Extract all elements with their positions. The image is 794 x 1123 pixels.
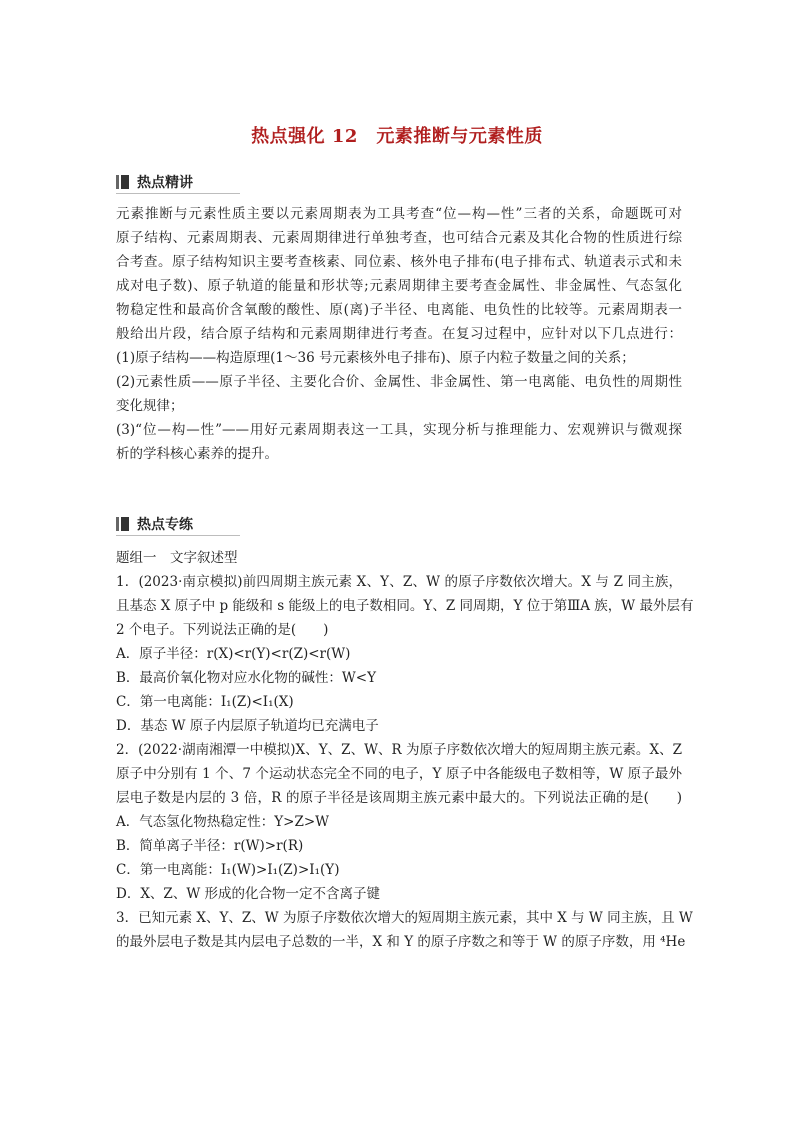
section-header-key-points: [116, 172, 240, 192]
practice-section: [116, 546, 694, 954]
question-1-option-d: D．基态 W 原子内层原子轨道均已充满电子: [116, 718, 379, 734]
section-marker-icon: [116, 175, 131, 189]
page-title: 热点强化 12 元素推断与元素性质: [251, 126, 543, 147]
question-3-stem: 的最外层电子数是其内层电子总数的一半，X 和 Y 的原子序数之和等于 W 的原子序数，用 ⁴He: [116, 934, 686, 950]
question-2-option-a: A．气态氢化物热稳定性：Y>Z>W: [116, 814, 330, 830]
question-1-stem: 且基态 X 原子中 p 能级和 s 能级上的电子数相同。Y、Z 同周期，Y 位于第ⅢA 族，W 最外层有: [116, 598, 694, 614]
text-line: 般给出片段，结合原子结构和元素周期律进行考查。在复习过程中，应针对以下几点进行：: [116, 326, 682, 342]
intro-paragraph: [116, 202, 682, 466]
text-line: 原子结构、元素周期表、元素周期律进行单独考查，也可结合元素及其化合物的性质进行综: [116, 230, 682, 246]
question-2-stem: 层电子数是内层的 3 倍，R 的原子半径是该周期主族元素中最大的。下列说法正确的是( ): [116, 790, 682, 806]
question-2-option-b: B．简单离子半径：r(W)>r(R): [116, 838, 304, 854]
text-line: 元素推断与元素性质主要以元素周期表为工具考查“位—构—性”三者的关系，命题既可对: [116, 206, 682, 222]
question-1-option-a: A．原子半径：r(X)<r(Y)<r(Z)<r(W): [116, 646, 351, 662]
section-marker-icon: [116, 517, 131, 531]
text-line: (1)原子结构——构造原理(1～36 号元素核外电子排布)、原子内粒子数量之间的关系；: [116, 350, 635, 366]
text-line: (2)元素性质——原子半径、主要化合价、金属性、非金属性、第一电离能、电负性的周期性: [116, 374, 682, 390]
text-line: 成对电子数)、原子轨道的能量和形状等;元素周期律主要考查金属性、非金属性、气态氢化: [116, 278, 682, 294]
question-2-option-c: C．第一电离能：I₁(W)>I₁(Z)>I₁(Y): [116, 862, 340, 878]
text-line: 合考查。原子结构知识主要考查核素、同位素、核外电子排布(电子排布式、轨道表示式和未: [116, 254, 682, 270]
text-line: 析的学科核心素养的提升。: [116, 446, 278, 462]
text-line: 物稳定性和最高价含氧酸的酸性、原(离)子半径、电离能、电负性的比较等。元素周期表一: [116, 302, 682, 318]
question-1-stem: 2 个电子。下列说法正确的是( ): [116, 622, 329, 638]
question-3-stem: 3．已知元素 X、Y、Z、W 为原子序数依次增大的短周期主族元素，其中 X 与 W 同主族，且 W: [116, 910, 693, 926]
question-2-stem: 原子中分别有 1 个、7 个运动状态完全不同的电子，Y 原子中各能级电子数相等，W 原子最外: [116, 766, 682, 782]
question-1-option-c: C．第一电离能：I₁(Z)<I₁(X): [116, 694, 294, 710]
question-1-option-b: B．最高价氧化物对应水化物的碱性：W<Y: [116, 670, 377, 686]
section-heading: 热点精讲: [137, 175, 193, 191]
question-2-option-d: D．X、Z、W 形成的化合物一定不含离子键: [116, 886, 380, 902]
question-1-stem: 1．(2023·南京模拟)前四周期主族元素 X、Y、Z、W 的原子序数依次增大。X 与 Z 同主族，: [116, 574, 682, 590]
section-heading: 热点专练: [137, 517, 193, 533]
text-line: 变化规律；: [116, 398, 184, 414]
section-header-practice: [116, 514, 240, 534]
question-2-stem: 2．(2022·湖南湘潭一中模拟)X、Y、Z、W、R 为原子序数依次增大的短周期主族元素。X、Z: [116, 742, 682, 758]
question-group-title: 题组一 文字叙述型: [116, 550, 238, 566]
text-line: (3)“位—构—性”——用好元素周期表这一工具，实现分析与推理能力、宏观辨识与微观探: [116, 422, 682, 438]
